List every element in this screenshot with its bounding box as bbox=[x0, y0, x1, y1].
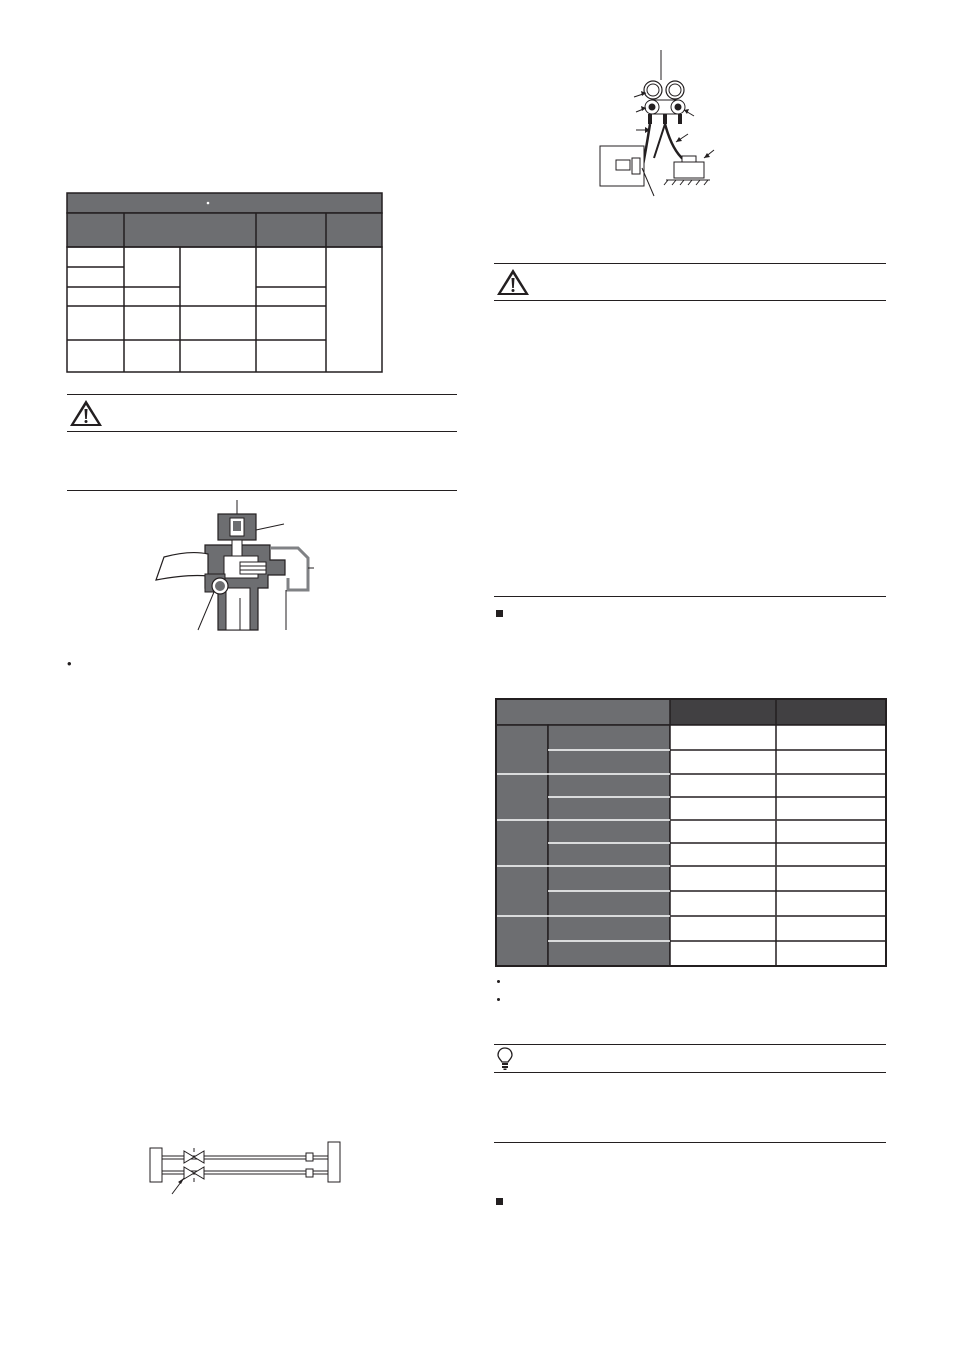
section-marker bbox=[496, 1198, 503, 1205]
tip-top-rule bbox=[494, 1044, 886, 1045]
note-bullet bbox=[497, 980, 500, 983]
tip-header-rule bbox=[494, 1072, 886, 1073]
note-bullet bbox=[497, 998, 500, 1001]
tip-bottom-rule bbox=[494, 1142, 886, 1143]
lightbulb-icon bbox=[497, 1047, 513, 1071]
left-bullet: • bbox=[67, 656, 72, 671]
